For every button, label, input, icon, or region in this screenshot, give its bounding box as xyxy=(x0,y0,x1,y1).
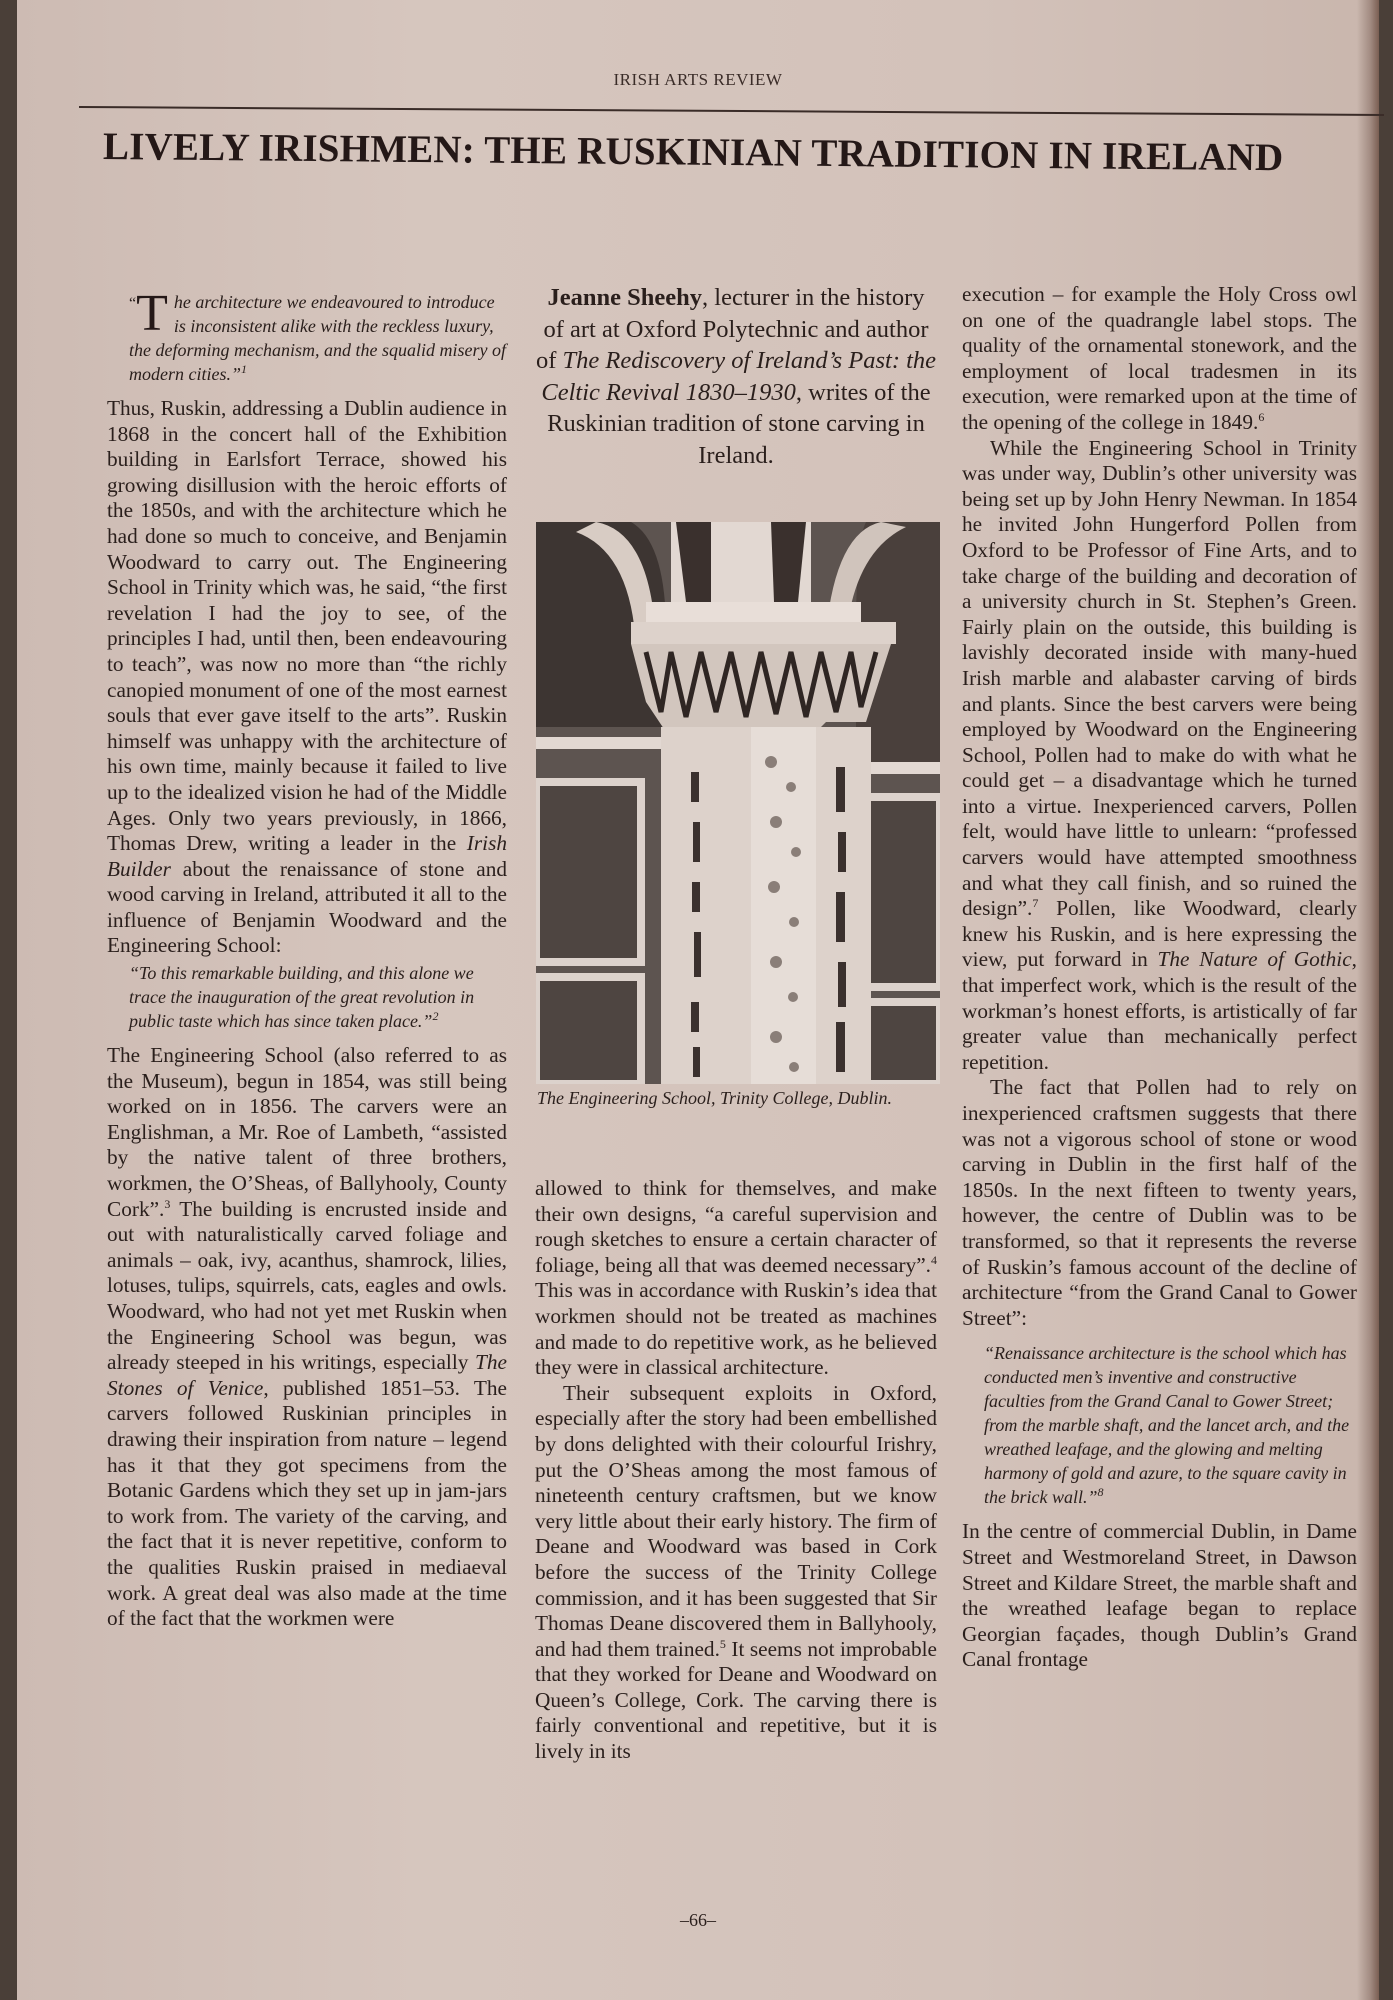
paragraph xyxy=(962,436,1357,1076)
intro-text: , lecturer in the history of art at Oxford Polytechnic and author of xyxy=(535,284,929,374)
engineering-school-photo xyxy=(536,522,940,1084)
italic-title: Irish Builder xyxy=(107,831,507,881)
paragraph xyxy=(107,396,507,959)
quote-text: “To this remarkable building, and this alone we trace the inauguration of the great revolution in public taste which has since taken place.” xyxy=(129,963,475,1032)
paragraph-text: It seems not improbable that they worked for Deane and Woodward on Queen’s College, Cork. The carving there is fairly conventional and repetitive, but it is lively in its xyxy=(535,1636,937,1764)
paragraph-text: , that imperfect work, which is the result of the workman’s honest efforts, is artistically of far greater value than mechanically perfect repetition. xyxy=(962,947,1357,1074)
running-head: IRISH ARTS REVIEW xyxy=(613,70,783,89)
footnote-ref: 1 xyxy=(241,362,247,376)
paragraph-text: Their subsequent exploits in Oxford, especially after the story had been embellished by dons delighted with their colourful Irishry, put the O’Sheas among the most famous of nineteenth century craftsmen, but we know very little about their early history. The firm of Deane and Woodward was based in Cork before the success of the Trinity College commission, and it has been suggested that Sir Thomas Deane discovered them in Ballyhooly, and had them trained. xyxy=(535,1380,937,1661)
block-quote xyxy=(129,961,507,1033)
paragraph: In the centre of commercial Dublin, in Dame Street and Westmoreland Street, in Dawson Street and Kildare Street, the marble shaft and the wreathed leafage began to replace Georgian façades, though Dublin’s Grand Canal frontage xyxy=(962,1519,1357,1672)
column-capital-illustration xyxy=(536,522,940,1084)
right-column xyxy=(962,282,1357,1673)
quote-text: “Renaissance architecture is the school which has conducted men’s inventive and constructive faculties from the Grand Canal to Gower Street; from the marble shaft, and the lancet arch, and the wreathed leafage, and the glowing and melting harmony of gold and azure, to the square cavity in the brick wall.” xyxy=(984,1343,1350,1508)
paragraph-text: The building is encrusted inside and out with naturalistically carved foliage and animals – oak, ivy, acanthus, shamrock, lilies, lotuses, tulips, squirrels, cats, eagles and owls. Woodward, who had not yet met Ruskin when the Engineering School was begun, was already steeped in his writings, especially xyxy=(107,1196,507,1375)
epigraph-open-quote: “ xyxy=(129,295,137,312)
header-rule xyxy=(79,106,1384,116)
footnote-ref: 8 xyxy=(1097,1485,1104,1500)
paragraph-text: , published 1851–53. The carvers followed Ruskinian principles in drawing their inspiration from nature – legend has it that they got specimens from the Botanic Gardens which they set up in jam-jars to work from. The variety of the carving, and the fact that it is never repetitive, conform to the qualities Ruskin praised in mediaeval work. A great deal was also made at the time of the fact that the workmen were xyxy=(107,1375,508,1631)
footnote-ref: 2 xyxy=(432,1009,439,1024)
book-title: The Rediscovery of Ireland’s Past: the Celtic Revival 1830–1930 xyxy=(541,347,937,406)
intro-text: , writes of the Ruskinian tradition of stone carving in Ireland. xyxy=(547,378,931,469)
italic-title: The Nature of Gothic xyxy=(1157,947,1352,972)
middle-column xyxy=(535,1176,937,1765)
footnote-ref: 4 xyxy=(931,1252,937,1267)
epigraph-text: he architecture we endeavoured to introduce is inconsistent alike with the reckless luxury, the deforming mechanism, and the squalid misery of modern cities.” xyxy=(129,292,506,384)
paragraph-text: The Engineering School (also referred to as the Museum), begun in 1854, was still being worked on in 1856. The carvers were an Englishman, a Mr. Roe of Lambeth, “assisted by the native talent of three brothers, workmen, the O’Sheas, of Ballyhooly, County Cork”. xyxy=(107,1043,507,1221)
block-quote xyxy=(984,1341,1357,1509)
paragraph-text: While the Engineering School in Trinity was under way, Dublin’s other university was being set up by John Henry Newman. In 1854 he invited John Hungerford Pollen from Oxford to be Professor of Fine Arts, and to take charge of the building and decoration of a university church in St. Stephen’s Green. Fairly plain on the outside, this building is lavishly decorated inside with many-hued Irish marble and alabaster carving of birds and plants. Since the best carvers were being employed by Woodward on the Engineering School, Pollen had to make do with what he could get – a disadvantage which he turned into a virtue. Inexperienced carvers, Pollen felt, would have little to unlearn: “professed carvers would have attempted smoothness and what they call finish, and so ruined the design”. xyxy=(962,435,1357,921)
paragraph-text: Thus, Ruskin, addressing a Dublin audience in 1868 in the concert hall of the Exhibition building in Earlsfort Terrace, showed his growing disillusion with the heroic efforts of the 1850s, and with the architecture which he had done so much to conceive, and Benjamin Woodward to carry out. The Engineering School in Trinity which was, he said, “the first revelation I had the joy to see, of the principles I had, until then, been endeavouring to teach”, was now no more than “the richly canopied monument of one of the most earnest souls that ever gave itself to the arts”. Ruskin himself was unhappy with the architecture of his own time, mainly because it failed to live up to the idealized vision he had of the Middle Ages. Only two years previously, in 1866, Thomas Drew, writing a leader in the xyxy=(107,396,507,856)
paragraph xyxy=(535,1176,937,1381)
paragraph-text: about the renaissance of stone and wood carving in Ireland, attributed it all to the influence of Benjamin Woodward and the Engineering School: xyxy=(107,856,507,958)
page-number: –66– xyxy=(680,1910,716,1930)
left-column xyxy=(107,285,508,1632)
italic-title: The Stones of Venice xyxy=(107,1350,507,1400)
footnote-ref: 7 xyxy=(1032,896,1039,911)
article-title: LIVELY IRISHMEN: THE RUSKINIAN TRADITION IN IRELAND xyxy=(102,125,1284,180)
author-name: Jeanne Sheehy xyxy=(547,284,703,311)
paragraph-text: allowed to think for themselves, and make their own designs, “a careful supervision and rough sketches to ensure a certain character of foliage, being all that was deemed necessary”. xyxy=(535,1176,937,1277)
footnote-ref: 3 xyxy=(164,1196,171,1211)
footnote-ref: 5 xyxy=(719,1636,726,1651)
footnote-ref: 6 xyxy=(1258,409,1265,424)
paragraph-text: This was in accordance with Ruskin’s idea that workmen should not be treated as machines and made to do repetitive work, as he believed they were in classical architecture. xyxy=(535,1278,937,1380)
author-intro xyxy=(535,282,937,471)
paragraph xyxy=(535,1381,937,1765)
magazine-page xyxy=(17,0,1379,2000)
paragraph xyxy=(107,1043,507,1632)
epigraph-quote xyxy=(129,285,507,386)
drop-cap: T xyxy=(136,285,168,342)
paragraph xyxy=(962,282,1357,436)
page-gutter-shadow xyxy=(1357,0,1379,2000)
paragraph: The fact that Pollen had to rely on inexperienced craftsmen suggests that there was not a vigorous school of stone or wood carving in Dublin in the first half of the 1850s. In the next fifteen to twenty years, however, the centre of Dublin was to be transformed, so that it represents the reverse of Ruskin’s famous account of the decline of architecture “from the Grand Canal to Gower Street”: xyxy=(962,1075,1357,1330)
photo-caption: The Engineering School, Trinity College, Dublin. xyxy=(537,1088,892,1108)
paragraph-text: Pollen, like Woodward, clearly knew his Ruskin, and is here expressing the view, put forward in xyxy=(962,896,1357,972)
paragraph-text: execution – for example the Holy Cross owl on one of the quadrangle label stops. The quality of the ornamental stonework, and the employment of local tradesmen in its execution, were remarked upon at the time of the opening of the college in 1849. xyxy=(962,282,1357,434)
